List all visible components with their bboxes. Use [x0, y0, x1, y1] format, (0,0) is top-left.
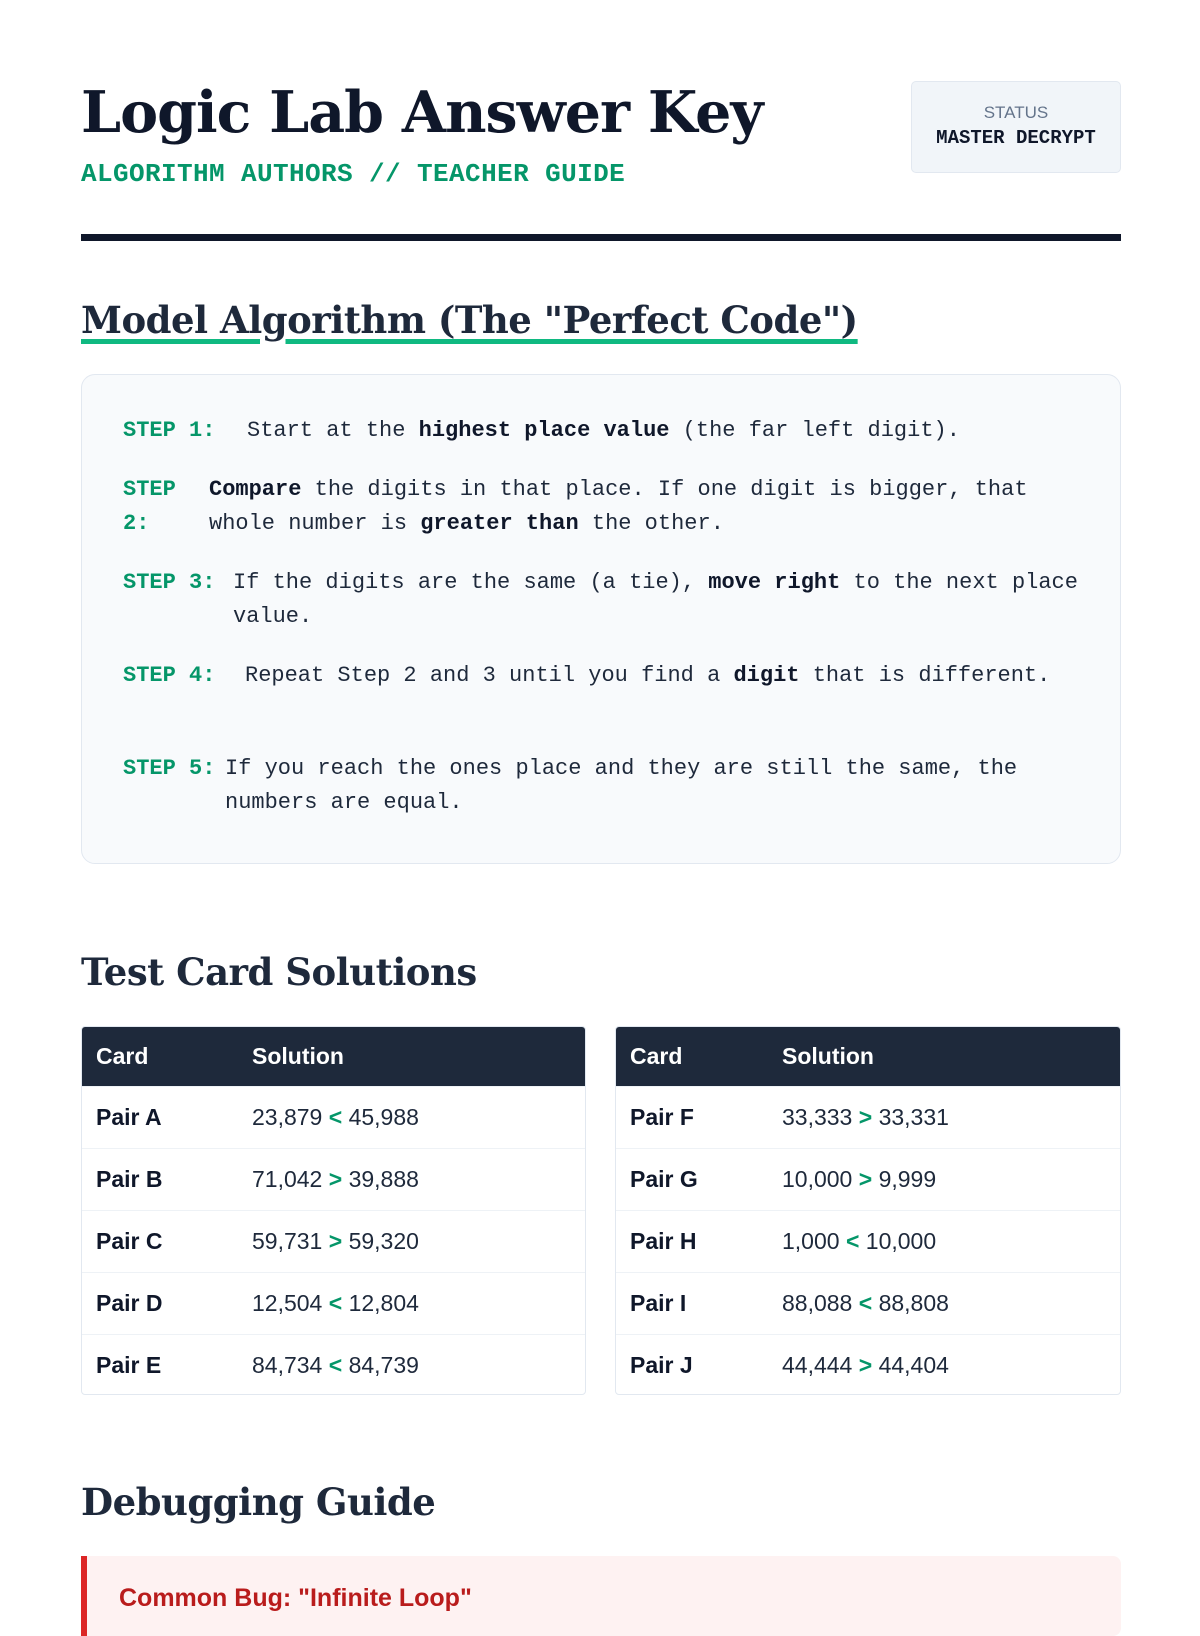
left-number: 59,731 [252, 1228, 323, 1254]
card-cell: Pair B [82, 1149, 238, 1211]
step-emphasis: highest place value [418, 418, 670, 443]
card-cell: Pair A [82, 1087, 238, 1149]
page-subtitle: ALGORITHM AUTHORS // TEACHER GUIDE [81, 159, 626, 189]
step-emphasis: move right [708, 570, 841, 595]
right-number: 45,988 [348, 1104, 419, 1130]
table-row [616, 1087, 1120, 1149]
table-header-row [82, 1027, 585, 1087]
status-value: MASTER DECRYPT [936, 127, 1096, 149]
left-number: 33,333 [782, 1104, 853, 1130]
column-header-card: Card [82, 1027, 238, 1087]
header-divider [81, 234, 1121, 241]
card-cell: Pair D [82, 1273, 238, 1335]
table-header-row [616, 1027, 1120, 1087]
solutions-table-right [615, 1026, 1121, 1395]
right-number: 39,888 [348, 1166, 419, 1192]
step-label: STEP 5: [123, 756, 216, 781]
step-text: If the digits are the same (a tie), move right to the next place value. [233, 570, 1078, 629]
status-badge [911, 81, 1121, 173]
right-number: 12,804 [348, 1290, 419, 1316]
table-row [82, 1211, 585, 1273]
step-label: STEP 2: [123, 477, 176, 536]
comparison-operator: > [858, 1166, 873, 1192]
algorithm-step [123, 659, 1080, 693]
left-number: 12,504 [252, 1290, 323, 1316]
left-number: 10,000 [782, 1166, 853, 1192]
step-label: STEP 3: [123, 570, 216, 595]
step-label: STEP 1: [123, 418, 216, 443]
comparison-operator: > [328, 1166, 343, 1192]
algorithm-step [123, 566, 1080, 634]
algorithm-step [123, 414, 1080, 448]
comparison-operator: > [858, 1104, 873, 1130]
step-text: Compare the digits in that place. If one digit is bigger, that whole number is greater than the other. [209, 477, 1028, 536]
step-emphasis: digit [733, 663, 800, 688]
left-number: 44,444 [782, 1352, 853, 1378]
page-header [81, 80, 1121, 240]
right-number: 59,320 [348, 1228, 419, 1254]
right-number: 9,999 [878, 1166, 937, 1192]
left-number: 1,000 [782, 1228, 840, 1254]
solutions-table-left [81, 1026, 586, 1395]
right-number: 84,739 [348, 1352, 419, 1378]
comparison-operator: > [328, 1228, 343, 1254]
left-number: 23,879 [252, 1104, 323, 1130]
left-number: 84,734 [252, 1352, 323, 1378]
step-emphasis: Compare [209, 477, 302, 502]
right-number: 88,808 [878, 1290, 949, 1316]
card-cell: Pair F [616, 1087, 768, 1149]
solution-cell [238, 1273, 585, 1335]
solution-cell [238, 1149, 585, 1211]
solution-cell [768, 1149, 1120, 1211]
column-header-solution: Solution [238, 1027, 585, 1087]
solution-cell [238, 1335, 585, 1396]
left-number: 88,088 [782, 1290, 853, 1316]
comparison-operator: < [328, 1290, 343, 1316]
solution-cell [238, 1087, 585, 1149]
table-row [616, 1273, 1120, 1335]
solution-cell [238, 1211, 585, 1273]
status-label: STATUS [983, 103, 1049, 122]
card-cell: Pair G [616, 1149, 768, 1211]
card-cell: Pair H [616, 1211, 768, 1273]
column-header-card: Card [616, 1027, 768, 1087]
algorithm-heading: Model Algorithm (The "Perfect Code") [81, 298, 858, 342]
table-row [616, 1211, 1120, 1273]
step-label: STEP 4: [123, 663, 216, 688]
algorithm-step [123, 473, 1080, 541]
table-row [82, 1087, 585, 1149]
column-header-solution: Solution [768, 1027, 1120, 1087]
comparison-operator: < [328, 1352, 343, 1378]
table-row [616, 1335, 1120, 1396]
bug-title: Common Bug: "Infinite Loop" [119, 1584, 472, 1612]
comparison-operator: < [858, 1290, 873, 1316]
table-row [616, 1149, 1120, 1211]
solutions-heading: Test Card Solutions [81, 950, 477, 994]
step-text: Start at the highest place value (the far left digit). [247, 418, 960, 443]
solution-cell [768, 1335, 1120, 1396]
algorithm-step [123, 752, 1080, 820]
page-title: Logic Lab Answer Key [81, 79, 763, 146]
step-emphasis: greater than [420, 511, 579, 536]
step-text: If you reach the ones place and they are still the same, the numbers are equal. [225, 756, 1018, 815]
right-number: 33,331 [878, 1104, 949, 1130]
card-cell: Pair C [82, 1211, 238, 1273]
card-cell: Pair J [616, 1335, 768, 1396]
table-row [82, 1335, 585, 1396]
step-text: Repeat Step 2 and 3 until you find a digit that is different. [245, 663, 1051, 688]
card-cell: Pair E [82, 1335, 238, 1396]
right-number: 10,000 [865, 1228, 937, 1254]
algorithm-box [81, 374, 1121, 864]
debugging-heading: Debugging Guide [81, 1480, 436, 1524]
solution-cell [768, 1087, 1120, 1149]
solution-cell [768, 1273, 1120, 1335]
left-number: 71,042 [252, 1166, 323, 1192]
common-bug-callout [81, 1556, 1121, 1636]
comparison-operator: > [858, 1352, 873, 1378]
table-row [82, 1149, 585, 1211]
card-cell: Pair I [616, 1273, 768, 1335]
table-row [82, 1273, 585, 1335]
comparison-operator: < [845, 1228, 860, 1254]
solution-cell [768, 1211, 1120, 1273]
right-number: 44,404 [878, 1352, 949, 1378]
comparison-operator: < [328, 1104, 343, 1130]
